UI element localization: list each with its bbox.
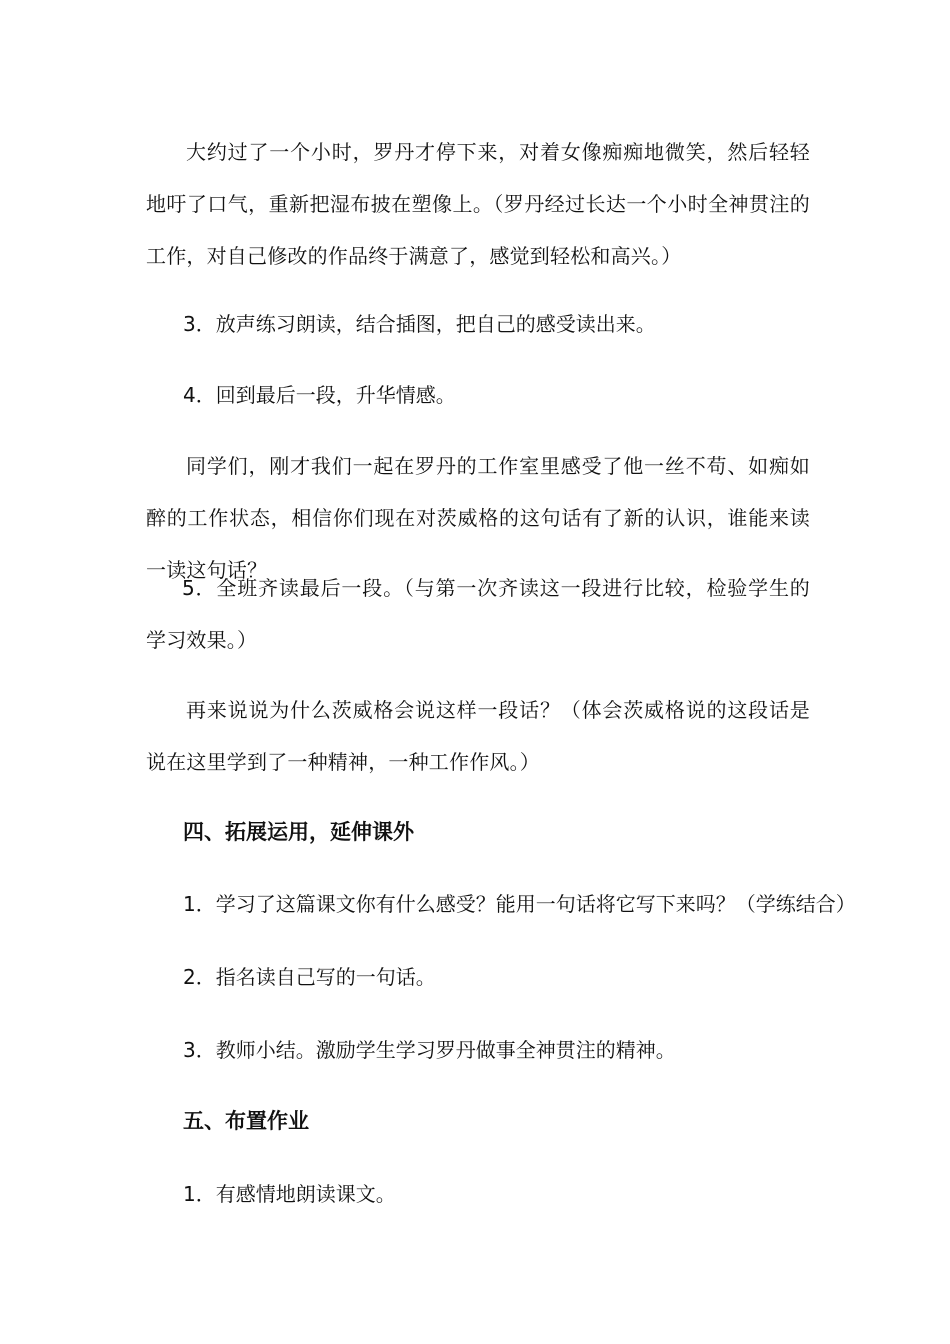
- step-4-last-paragraph: 4．回到最后一段，升华情感。: [183, 383, 456, 407]
- paragraph-classmates: 同学们，刚才我们一起在罗丹的工作室里感受了他一丝不苟、如痴如醉的工作状态，相信你们现在对茨威格的这句话有了新的认识，谁能来读一读这句话？: [146, 454, 810, 582]
- section-4-heading: 四、拓展运用，延伸课外: [183, 820, 414, 844]
- step-3-read-aloud: 3．放声练习朗读，结合插图，把自己的感受读出来。: [183, 312, 656, 336]
- section-4-item-2: 2．指名读自己写的一句话。: [183, 965, 436, 989]
- paragraph-rodin-finishes: 大约过了一个小时，罗丹才停下来，对着女像痴痴地微笑，然后轻轻地吁了口气，重新把湿布披在塑像上。（罗丹经过长达一个小时全神贯注的工作，对自己修改的作品终于满意了，感觉到轻松和高兴。）: [146, 140, 810, 268]
- paragraph-why-zweig: 再来说说为什么茨威格会说这样一段话？（体会茨威格说的这段话是说在这里学到了一种精神，一种工作作风。）: [146, 698, 810, 774]
- section-4-item-3: 3．教师小结。激励学生学习罗丹做事全神贯注的精神。: [183, 1038, 676, 1062]
- paragraph-step-5-class-read: 5．全班齐读最后一段。（与第一次齐读这一段进行比较，检验学生的学习效果。）: [146, 576, 810, 652]
- section-4-item-1: 1．学习了这篇课文你有什么感受？能用一句话将它写下来吗？（学练结合）: [183, 892, 856, 916]
- section-5-heading: 五、布置作业: [183, 1109, 309, 1133]
- section-5-item-1: 1．有感情地朗读课文。: [183, 1182, 396, 1206]
